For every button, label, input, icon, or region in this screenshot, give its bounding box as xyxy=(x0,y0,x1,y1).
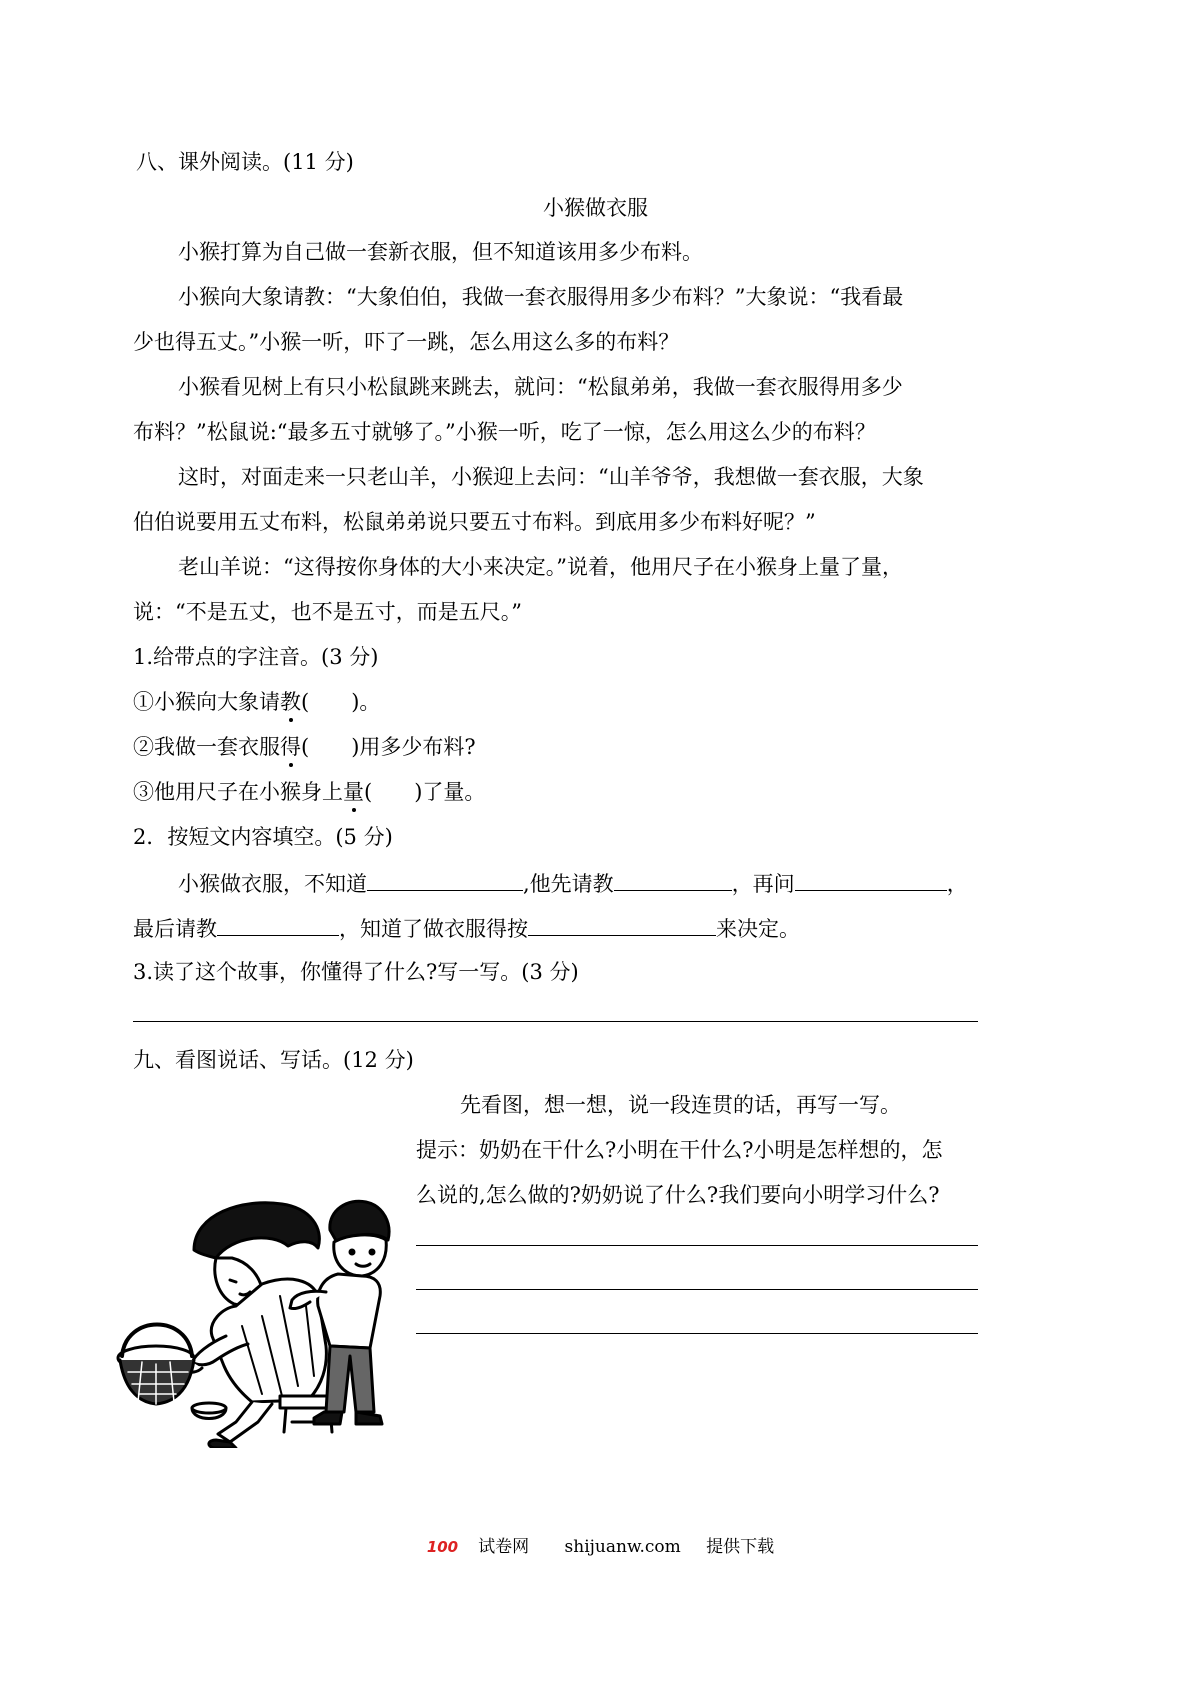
site-domain-link[interactable]: shijuanw.com xyxy=(564,1537,681,1557)
grandma-and-xiaoming-illustration xyxy=(112,1196,422,1448)
story-p1-line1: 小猴打算为自己做一套新衣服，但不知道该用多少布料。 xyxy=(178,240,703,264)
q1-item-3 xyxy=(133,780,485,804)
q3-answer-line[interactable] xyxy=(133,1021,978,1022)
site-logo-number: 100 xyxy=(426,1538,459,1556)
q2-blank-5[interactable] xyxy=(528,915,716,936)
q3-prompt: 3.读了这个故事，你懂得了什么?写一写。(3 分) xyxy=(133,960,579,984)
story-p3-line1: 小猴看见树上有只小松鼠跳来跳去，就问：“松鼠弟弟，我做一套衣服得用多少 xyxy=(178,375,903,399)
q1-item-1-open: ( xyxy=(301,690,310,714)
writing-line-2[interactable] xyxy=(416,1289,978,1290)
story-p2-line2: 少也得五丈。”小猴一听，吓了一跳，怎么用这么多的布料？ xyxy=(133,330,680,354)
q2-line2-seg3: 来决定。 xyxy=(716,917,800,941)
q1-item-1-text: ①小猴向大象请 xyxy=(133,690,280,714)
q1-prompt: 1.给带点的字注音。(3 分) xyxy=(133,645,379,669)
story-p5-line2: 说：“不是五丈，也不是五寸，而是五尺。” xyxy=(133,600,522,624)
q1-item-2-text: ②我做一套衣服 xyxy=(133,735,280,759)
q1-item-2-post: 用多少布料? xyxy=(359,735,476,759)
q2-line1-seg3: ，再问 xyxy=(731,872,795,896)
story-p2-line1: 小猴向大象请教：“大象伯伯，我做一套衣服得用多少布料？”大象说：“我看最 xyxy=(178,285,904,309)
q1-item-3-dotted-char: 量 xyxy=(343,780,364,804)
q2-line2 xyxy=(133,915,800,941)
q1-item-3-text: ③他用尺子在小猴身上 xyxy=(133,780,343,804)
q1-item-1 xyxy=(133,690,380,714)
q2-blank-3[interactable] xyxy=(795,870,947,891)
q1-item-2 xyxy=(133,735,476,759)
q1-item-3-post: 了量。 xyxy=(422,780,486,804)
q2-line1-seg2: ,他先请教 xyxy=(523,872,614,896)
q2-line1 xyxy=(178,870,968,896)
q2-line1-seg1: 小猴做衣服，不知道 xyxy=(178,872,367,896)
q2-blank-4[interactable] xyxy=(217,915,339,936)
section9-hint-line2: 么说的,怎么做的?奶奶说了什么?我们要向小明学习什么? xyxy=(416,1183,940,1207)
q2-line2-seg2: ，知道了做衣服得按 xyxy=(339,917,528,941)
footer-tagline: 提供下载 xyxy=(706,1537,775,1557)
page-footer xyxy=(0,1532,1191,1557)
q2-blank-1[interactable] xyxy=(367,870,523,891)
q1-item-2-dotted-char: 得 xyxy=(280,735,301,759)
story-title: 小猴做衣服 xyxy=(543,196,648,220)
q2-blank-2[interactable] xyxy=(614,870,732,891)
writing-line-3[interactable] xyxy=(416,1333,978,1334)
section9-heading: 九、看图说话、写话。(12 分) xyxy=(133,1048,414,1072)
q2-line2-seg1: 最后请教 xyxy=(133,917,217,941)
q1-item-3-close: ) xyxy=(414,780,423,804)
section8-heading: 八、课外阅读。(11 分) xyxy=(136,150,354,174)
story-p3-line2: 布料？”松鼠说:“最多五寸就够了。”小猴一听，吃了一惊，怎么用这么少的布料？ xyxy=(133,420,876,444)
q1-item-2-open: ( xyxy=(301,735,310,759)
site-name: 试卷网 xyxy=(478,1537,530,1557)
site-logo[interactable] xyxy=(417,1537,539,1557)
q2-line1-seg4: ， xyxy=(946,872,968,896)
q1-item-1-dotted-char: 教 xyxy=(280,690,301,714)
q1-item-1-post: 。 xyxy=(359,690,381,714)
story-p4-line2: 伯伯说要用五丈布料，松鼠弟弟说只要五寸布料。到底用多少布料好呢？” xyxy=(133,510,816,534)
writing-line-1[interactable] xyxy=(416,1245,978,1246)
q2-prompt: 2．按短文内容填空。(5 分) xyxy=(133,825,393,849)
section9-hint-line1: 提示：奶奶在干什么?小明在干什么?小明是怎样想的，怎 xyxy=(416,1138,943,1162)
story-p4-line1: 这时，对面走来一只老山羊，小猴迎上去问：“山羊爷爷，我想做一套衣服，大象 xyxy=(178,465,924,489)
q1-item-2-close: ) xyxy=(351,735,360,759)
section9-instruction: 先看图，想一想，说一段连贯的话，再写一写。 xyxy=(460,1093,901,1117)
q1-item-1-close: ) xyxy=(351,690,360,714)
story-p5-line1: 老山羊说：“这得按你身体的大小来决定。”说着，他用尺子在小猴身上量了量， xyxy=(178,555,903,579)
q1-item-3-open: ( xyxy=(364,780,373,804)
